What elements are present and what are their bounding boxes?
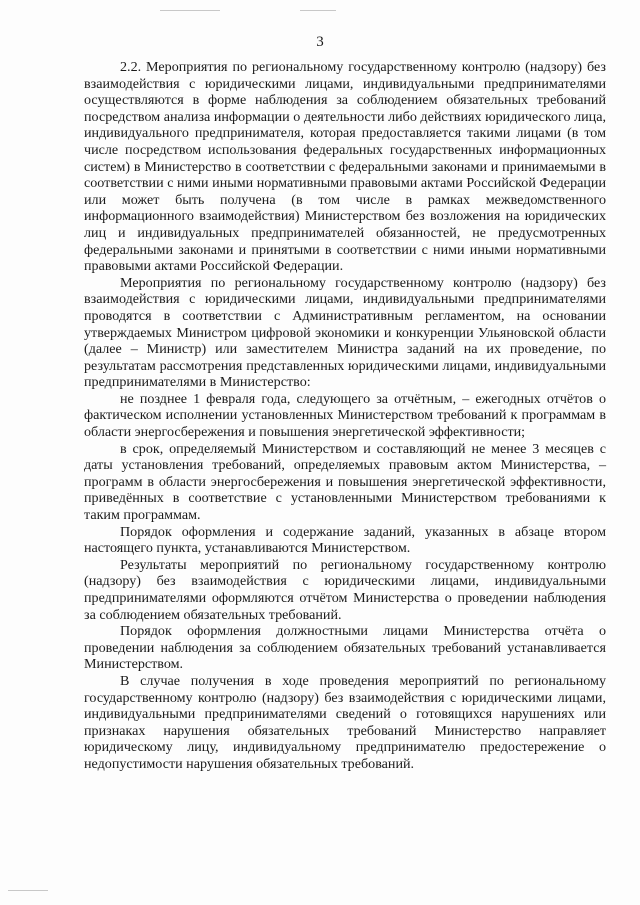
paragraph-warning: В случае получения в ходе проведения мероприятий по региональному государственному контролю (надзору) без взаимодействия с юридическими лицами, индивидуальными предпринимателями сведений о готовящихся нарушениях или признаках нарушения обязательных требований Министерство направляет юридическому лицу, индивидуальному предпринимателю предостережение о недопустимости нарушения обязательных требований. <box>84 672 606 772</box>
paragraph-procedure: Мероприятия по региональному государственному контролю (надзору) без взаимодействия с юридическими лицами, индивидуальными предпринимателями проводятся в соответствии с Административным регламентом, на основании утверждаемых Министром цифровой экономики и конкуренции Ульяновской области (далее – Министр) или заместителем Министра заданий на их проведение, по результатам рассмотрения представленных юридическими лицами, индивидуальными предпринимателями в Министерство: <box>84 274 606 391</box>
paragraph-annual-reports: не позднее 1 февраля года, следующего за отчётным, – ежегодных отчётов о фактическом исполнении установленных Министерством требований к программам в области энергосбережения и повышения энергетической эффективности; <box>84 390 606 441</box>
scan-artifact <box>8 890 48 891</box>
scan-artifact <box>160 10 220 11</box>
paragraph-results: Результаты мероприятий по региональному государственному контролю (надзору) без взаимодействия с юридическими лицами, индивидуальными предпринимателями оформляются отчётом Министерства о проведении наблюдения за соблюдением обязательных требований. <box>84 556 606 623</box>
paragraph-report-order: Порядок оформления должностными лицами Министерства отчёта о проведении наблюдения за соблюдением обязательных требований устанавливается Министерством. <box>84 623 606 673</box>
page-number: 3 <box>316 34 324 50</box>
paragraph-2-2: 2.2. Мероприятия по региональному государственному контролю (надзору) без взаимодействия с юридическими лицами, индивидуальными предпринимателями осуществляются в форме наблюдения за соблюдением обязательных требований посредством анализа информации о деятельности либо действиях юридического лица, индивидуального предпринимателя, которая предоставляется такими лицами (в том числе посредством использования федеральных государственных информационных систем) в Министерство в соответствии с федеральными законами и принимаемыми в соответствии с ними иными нормативными правовыми актами Российской Федерации или может быть получена (в том числе в рамках межведомственного информационного взаимодействия) Министерством без возложения на юридических лиц и индивидуальных предпринимателей обязанностей, не предусмотренных федеральными законами и принятыми в соответствии с ними иными нормативными правовыми актами Российской Федерации. <box>84 59 606 275</box>
paragraph-tasks-order: Порядок оформления и содержание заданий, указанных в абзаце втором настоящего пункта, устанавливаются Министерством. <box>84 523 606 557</box>
scan-artifact <box>300 10 336 11</box>
document-body <box>84 59 606 773</box>
paragraph-programs-deadline: в срок, определяемый Министерством и составляющий не менее 3 месяцев с даты установления требований, определяемых правовым актом Министерства, – программ в области энергосбережения и повышения энергетической эффективности, приведённых в соответствие с установленными Министерством требованиями к таким программам. <box>84 440 606 524</box>
